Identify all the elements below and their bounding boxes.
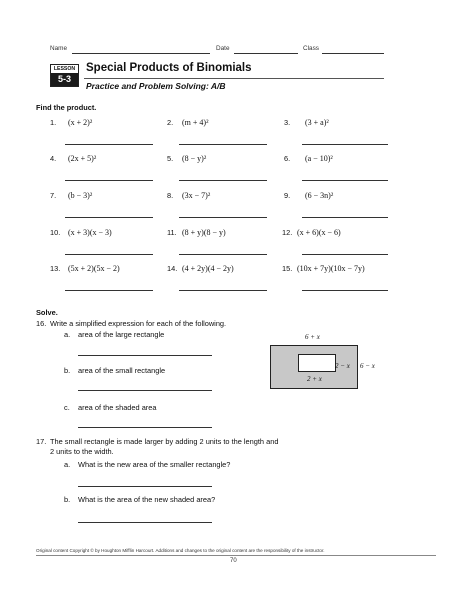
problem-answer-line[interactable] bbox=[302, 217, 388, 218]
problem-number: 7. bbox=[50, 191, 57, 200]
q16c-text: area of the shaded area bbox=[78, 403, 157, 412]
section-find-heading: Find the product. bbox=[36, 103, 97, 112]
problem-answer-line[interactable] bbox=[179, 144, 267, 145]
q16-text: Write a simplified expression for each of the following. bbox=[50, 319, 227, 328]
problem-answer-line[interactable] bbox=[179, 180, 267, 181]
q16a-answer-line[interactable] bbox=[78, 355, 212, 356]
diagram-inner-bottom-label: 2 + x bbox=[307, 375, 322, 383]
problem-number: 2. bbox=[167, 118, 174, 127]
problem-answer-line[interactable] bbox=[65, 290, 153, 291]
lesson-label: LESSON bbox=[51, 65, 78, 73]
q17a-letter: a. bbox=[64, 460, 71, 469]
problem-number: 4. bbox=[50, 154, 57, 163]
name-label: Name bbox=[50, 45, 68, 52]
problem-answer-line[interactable] bbox=[302, 180, 388, 181]
problem-expression: (4 + 2y)(4 − 2y) bbox=[182, 264, 234, 273]
problem-number: 13. bbox=[50, 264, 61, 273]
problem-expression: (b − 3)² bbox=[68, 191, 93, 200]
q17a-text: What is the new area of the smaller rectangle? bbox=[78, 460, 231, 469]
q17a-answer-line[interactable] bbox=[78, 486, 212, 487]
q17b-letter: b. bbox=[64, 495, 71, 504]
page-number: 70 bbox=[230, 558, 237, 564]
small-rectangle bbox=[298, 354, 336, 372]
problem-answer-line[interactable] bbox=[179, 254, 267, 255]
class-label: Class bbox=[303, 45, 319, 52]
problem-expression: (m + 4)² bbox=[182, 118, 209, 127]
problem-number: 15. bbox=[282, 264, 293, 273]
problem-expression: (2x + 5)² bbox=[68, 154, 97, 163]
problem-answer-line[interactable] bbox=[65, 180, 153, 181]
diagram-inner-right-label: 2 − x bbox=[335, 362, 350, 370]
q17b-answer-line[interactable] bbox=[78, 522, 212, 523]
problem-answer-line[interactable] bbox=[65, 217, 153, 218]
problem-answer-line[interactable] bbox=[65, 254, 153, 255]
name-field[interactable] bbox=[72, 53, 210, 54]
problem-number: 3. bbox=[284, 118, 291, 127]
problem-expression: (3 + a)² bbox=[305, 118, 329, 127]
diagram-outer-right-label: 6 − x bbox=[360, 362, 375, 370]
class-field[interactable] bbox=[322, 53, 384, 54]
q17-number: 17. bbox=[36, 437, 47, 446]
problem-answer-line[interactable] bbox=[65, 144, 153, 145]
problem-expression: (3x − 7)² bbox=[182, 191, 211, 200]
date-field[interactable] bbox=[234, 53, 298, 54]
q17-text-line2: 2 units to the width. bbox=[50, 447, 114, 456]
problem-answer-line[interactable] bbox=[302, 144, 388, 145]
q16c-answer-line[interactable] bbox=[78, 427, 212, 428]
problem-number: 1. bbox=[50, 118, 57, 127]
problem-number: 5. bbox=[167, 154, 174, 163]
problem-answer-line[interactable] bbox=[302, 254, 388, 255]
problem-expression: (a − 10)² bbox=[305, 154, 333, 163]
problem-answer-line[interactable] bbox=[302, 290, 388, 291]
q16b-answer-line[interactable] bbox=[78, 390, 212, 391]
q16-number: 16. bbox=[36, 319, 47, 328]
q17b-text: What is the area of the new shaded area? bbox=[78, 495, 216, 504]
page-title: Special Products of Binomials bbox=[86, 62, 252, 74]
problem-expression: (10x + 7y)(10x − 7y) bbox=[297, 264, 365, 273]
q17-text-line1: The small rectangle is made larger by adding 2 units to the length and bbox=[50, 437, 279, 446]
footer-copyright: Original content Copyright © by Houghton Mifflin Harcourt. Additions and changes to the original content are the responsibility of the instructor. bbox=[36, 548, 325, 553]
page-subtitle: Practice and Problem Solving: A/B bbox=[86, 81, 226, 91]
title-rule bbox=[84, 78, 384, 79]
problem-number: 8. bbox=[167, 191, 174, 200]
q16a-text: area of the large rectangle bbox=[78, 330, 165, 339]
q16c-letter: c. bbox=[64, 403, 70, 412]
problem-answer-line[interactable] bbox=[179, 290, 267, 291]
lesson-number: 5-3 bbox=[51, 73, 78, 86]
q16b-text: area of the small rectangle bbox=[78, 366, 166, 375]
section-solve-heading: Solve. bbox=[36, 308, 58, 317]
problem-number: 6. bbox=[284, 154, 291, 163]
diagram-top-label: 6 + x bbox=[305, 333, 320, 341]
problem-expression: (x + 2)² bbox=[68, 118, 93, 127]
date-label: Date bbox=[216, 45, 230, 52]
q16a-letter: a. bbox=[64, 330, 71, 339]
problem-expression: (6 − 3n)² bbox=[305, 191, 334, 200]
problem-expression: (x + 6)(x − 6) bbox=[297, 228, 341, 237]
q16b-letter: b. bbox=[64, 366, 71, 375]
lesson-badge bbox=[50, 64, 79, 87]
problem-number: 10. bbox=[50, 228, 61, 237]
problem-answer-line[interactable] bbox=[179, 217, 267, 218]
problem-number: 11. bbox=[167, 228, 177, 237]
problem-expression: (8 + y)(8 − y) bbox=[182, 228, 226, 237]
problem-expression: (5x + 2)(5x − 2) bbox=[68, 264, 120, 273]
problem-expression: (8 − y)² bbox=[182, 154, 207, 163]
problem-expression: (x + 3)(x − 3) bbox=[68, 228, 112, 237]
footer-rule bbox=[36, 555, 436, 556]
problem-number: 14. bbox=[167, 264, 178, 273]
problem-number: 9. bbox=[284, 191, 291, 200]
problem-number: 12. bbox=[282, 228, 293, 237]
